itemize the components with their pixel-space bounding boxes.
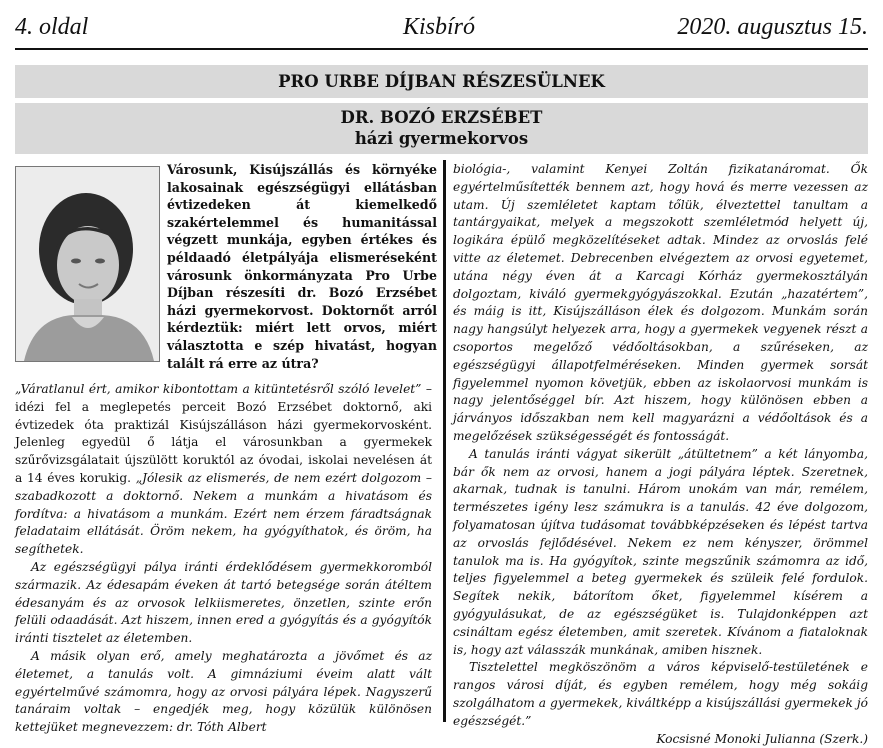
newspaper-name: Kisbíró [403, 14, 475, 41]
person-role: házi gyermekorvos [15, 128, 868, 149]
right-p1: biológia-, valamint Kenyei Zoltán fizikatanáromat. Ők egyértelműsítették bennem azt, hogy hová és merre vezessen az utam. Új szemléletet kaptam tőlük, élveztettel tanultam a tantárgyaikat, melyek a megszokott szemléletmód helyett új, logikára épülő megközelítéseket adtak. Mindez az orvoslás felé vitte az életemet. Debrecenben elvégeztem az orvosi egyetemet, utána négy éven át a Karcagi Kórház gyermekosztályán dolgoztam, kiváló gyermekgyógyászokkal. Ezután „hazatértem”, és máig is itt, Kisújszálláson élek és dolgozom. Munkám során nagy hangsúlyt helyezek arra, hogy a gyermekek vegyenek részt a csoportos megelőző védőoltásokban, a szűréseken, az egészségügyi állapotfelméréseken. Minden gyermek sorsát figyelemmel nyomon követjük, ebben az iskolaorvosi munkám is nagy jelentőséggel bír. Azt hiszem, hogy különösen ebben a járványos időszakban nem kell magyarázni a védőoltások és a megelőzések szükségességét és fontosságát. [453, 161, 868, 446]
left-p1-body: – idézi fel a meglepetés perceit Bozó Erzsébet doktornő, aki évtizedek óta praktizál Kisújszálláson házi gyermekorvosként. Jelenleg egyedül ő látja el városunkban a gyermekek szűrővizsgálatait újszülött koruktól az óvodai, iskolai nevelésen át a 14 éves korukig. [15, 382, 432, 485]
left-p1-quote2: „Jólesik az elismerés, de nem ezért dolgozom – szabadkozott a doktornő. Nekem a munkám a hivatásom és fordítva: a hivatásom a munkám. Ezért nem érzem fáradtságnak feladataim ellátását. Öröm nekem, ha gyógyíthatok, és öröm, ha segíthetek. [15, 471, 432, 556]
right-p2: A tanulás iránti vágyat sikerült „átültetnem” a két lányomba, bár ők nem az orvosi, hanem a jogi pályára léptek. Szeretnek, akarnak, tudnak is tanulni. Három unokám van már, remélem, természetes igény lesz számukra is a tanulás. 42 éve dolgozom, folyamatosan újítva tudásomat továbbképzéseken és lépést tartva az orvoslás fejlődésével. Nekem ez nem kényszer, örömmel tanulok ma is. Ha gyógyítok, szinte megszűnik számomra az idő, teljes figyelemmel a beteg gyermekek és szüleik felé fordulok. Segítek nekik, bátorítom őket, figyelemmel kísérem a gyógyulásukat, de az egészségüket is. Tulajdonképpen azt csináltam egész életemben, amit szeretek. Kívánom a fiataloknak is, hogy azt válasszák munkának, amiben hisznek. [453, 446, 868, 660]
right-p3: Tisztelettel megköszönöm a város képviselő-testületének e rangos városi díját, és egyben remélem, hogy még sokáig szolgálhatom a gyermekek, kiváltképp a kisújszállási gyermekek jó egészségét.” [453, 659, 868, 730]
section-title: PRO URBE DÍJBAN RÉSZESÜLNEK [278, 72, 605, 91]
left-p2: Az egészségügyi pálya iránti érdeklődésem gyermekkoromból származik. Az édesapám éveken át tartó betegsége során átéltem édesanyám és az orvosok lelkiismeretes, önzetlen, szinte erőn felüli odaadását. Azt hiszem, innen ered a gyógyítás és a gyógyítók iránti tisztelet az életemben. [15, 559, 432, 648]
column-divider [443, 160, 446, 722]
portrait-photo [15, 166, 160, 362]
left-p3: A másik olyan erő, amely meghatározta a jövőmet és az életemet, a tanulás volt. A gimnáziumi éveim alatt vált egyértelművé számomra, hogy az orvosi pályára lépek. Nagyszerű tanáraim voltak – engedjék meg, hogy közülük különösen kettejüket megnevezzem: dr. Tóth Albert [15, 648, 432, 737]
header-rule [15, 48, 868, 50]
name-title-bar [15, 103, 868, 154]
author-signature: Kocsisné Monoki Julianna (Szerk.) [453, 731, 868, 748]
section-title-bar [15, 65, 868, 98]
page-number: 4. oldal [15, 14, 88, 41]
page-header [15, 14, 868, 44]
issue-date: 2020. augusztus 15. [677, 14, 868, 41]
right-column [453, 161, 868, 748]
person-name: DR. BOZÓ ERZSÉBET [15, 107, 868, 128]
left-column [15, 381, 432, 737]
left-p1-quote: „Váratlanul ért, amikor kibontottam a kitüntetésről szóló levelet” [15, 382, 421, 396]
intro-lead: Városunk, Kisújszállás és környéke lakosainak egészségügyi ellátásban évtizedeken át kiemelkedő szakértelemmel és humanitással végzett munkája, egyben értékes és példaadó életpályája elismeréseként városunk önkormányzata Pro Urbe Díjban részesíti dr. Bozó Erzsébet házi gyermekorvost. Doktornőt arról kérdeztük: miért lett orvos, miért választotta e szép hivatást, hogyan talált rá erre az útra? [167, 161, 437, 372]
